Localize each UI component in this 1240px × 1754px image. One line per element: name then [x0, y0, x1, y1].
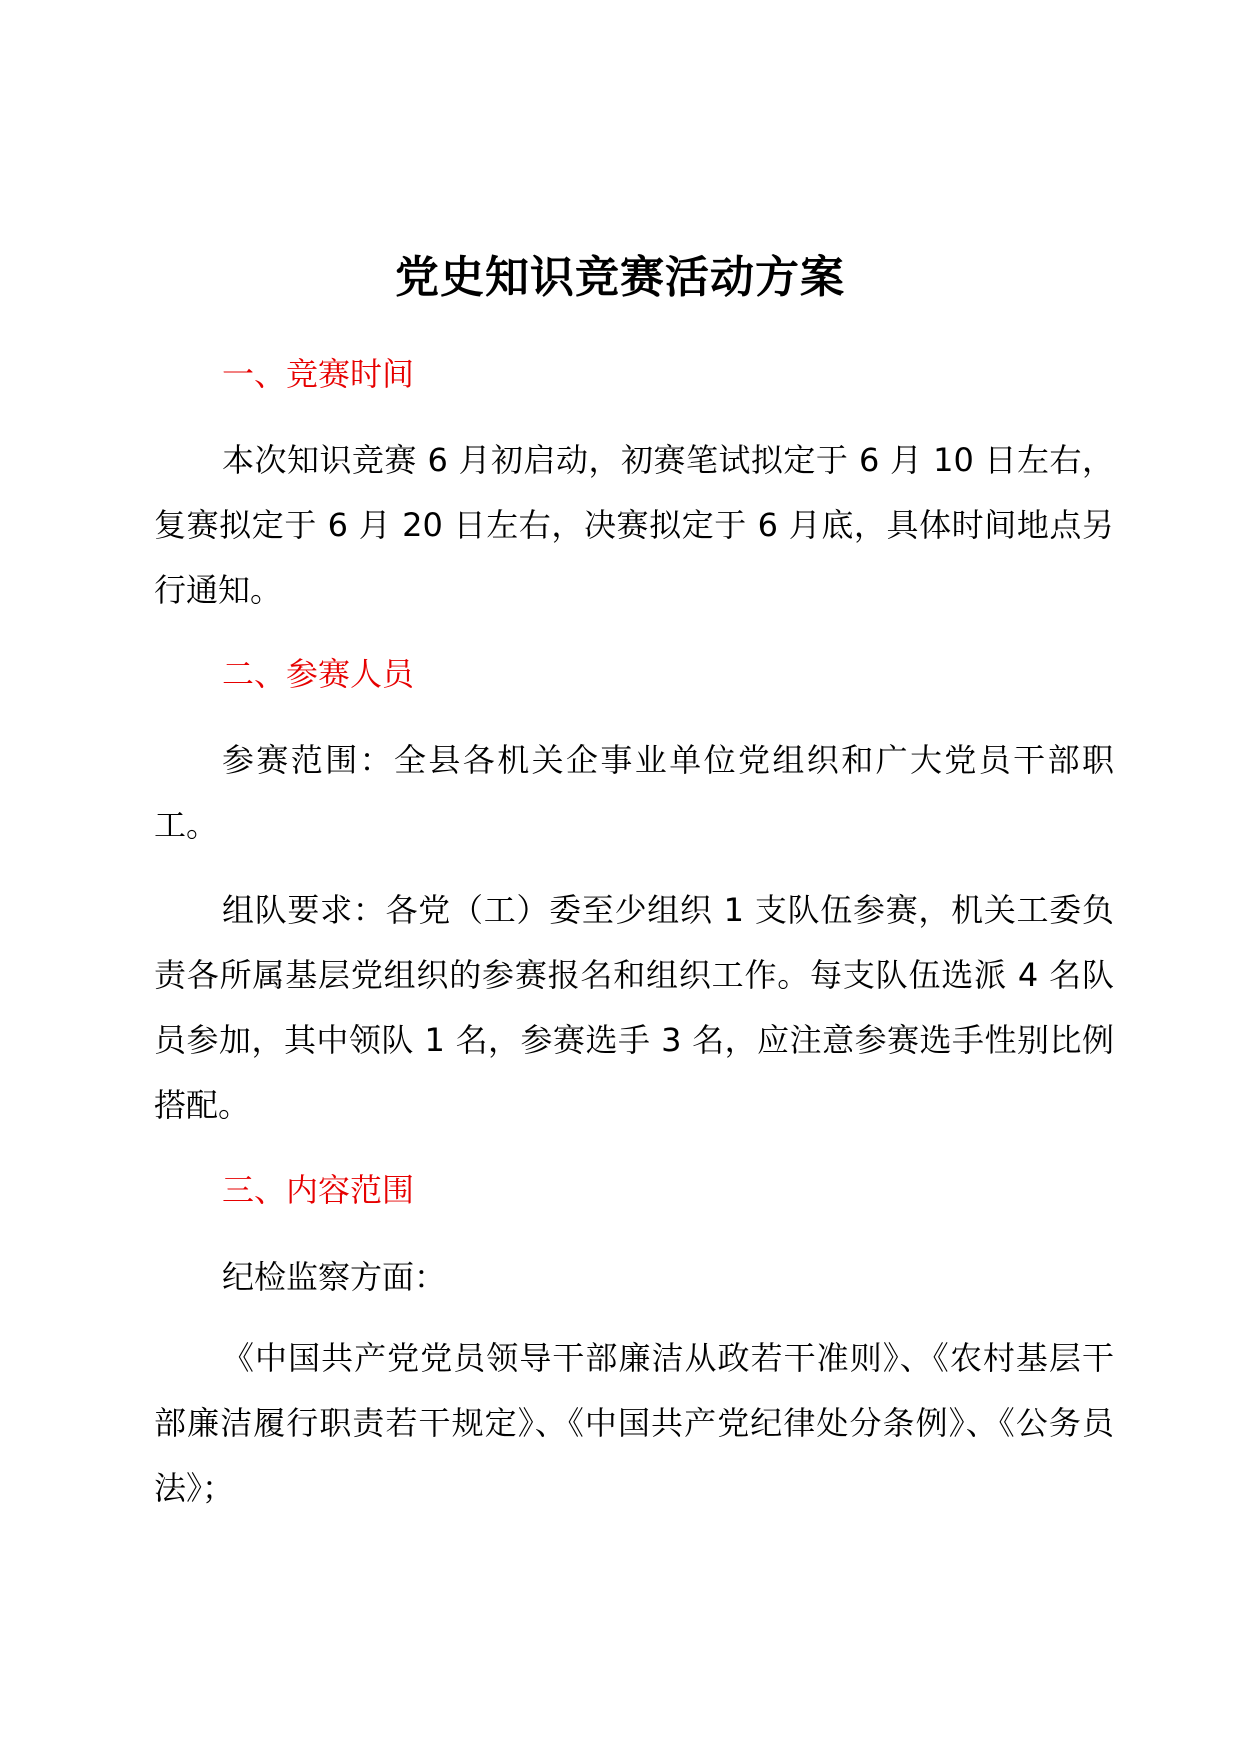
- paragraph-regulations-list: 《中国共产党党员领导干部廉洁从政若干准则》、《农村基层干部廉洁履行职责若干规定》、《中国共产党纪律处分条例》、《公务员法》；: [154, 1339, 1114, 1507]
- paragraph-competition-time: 本次知识竞赛 6 月初启动，初赛笔试拟定于 6 月 10 日左右，复赛拟定于 6 月 20 日左右，决赛拟定于 6 月底，具体时间地点另行通知。: [154, 441, 1114, 609]
- paragraph-team-requirements: 组队要求：各党（工）委至少组织 1 支队伍参赛，机关工委负责各所属基层党组织的参赛报名和组织工作。每支队伍选派 4 名队员参加，其中领队 1 名，参赛选手 3 名，应注意参赛选手性别比例搭配。: [154, 891, 1114, 1124]
- document-title: 党史知识竞赛活动方案: [395, 252, 845, 303]
- section-heading-content-scope: 三、内容范围: [222, 1171, 415, 1209]
- paragraph-participant-scope: 参赛范围：全县各机关企事业单位党组织和广大党员干部职工。: [154, 741, 1114, 844]
- section-heading-participants: 二、参赛人员: [222, 655, 415, 693]
- section-heading-time: 一、竞赛时间: [222, 355, 415, 393]
- paragraph-discipline-inspection: 纪检监察方面：: [222, 1258, 447, 1296]
